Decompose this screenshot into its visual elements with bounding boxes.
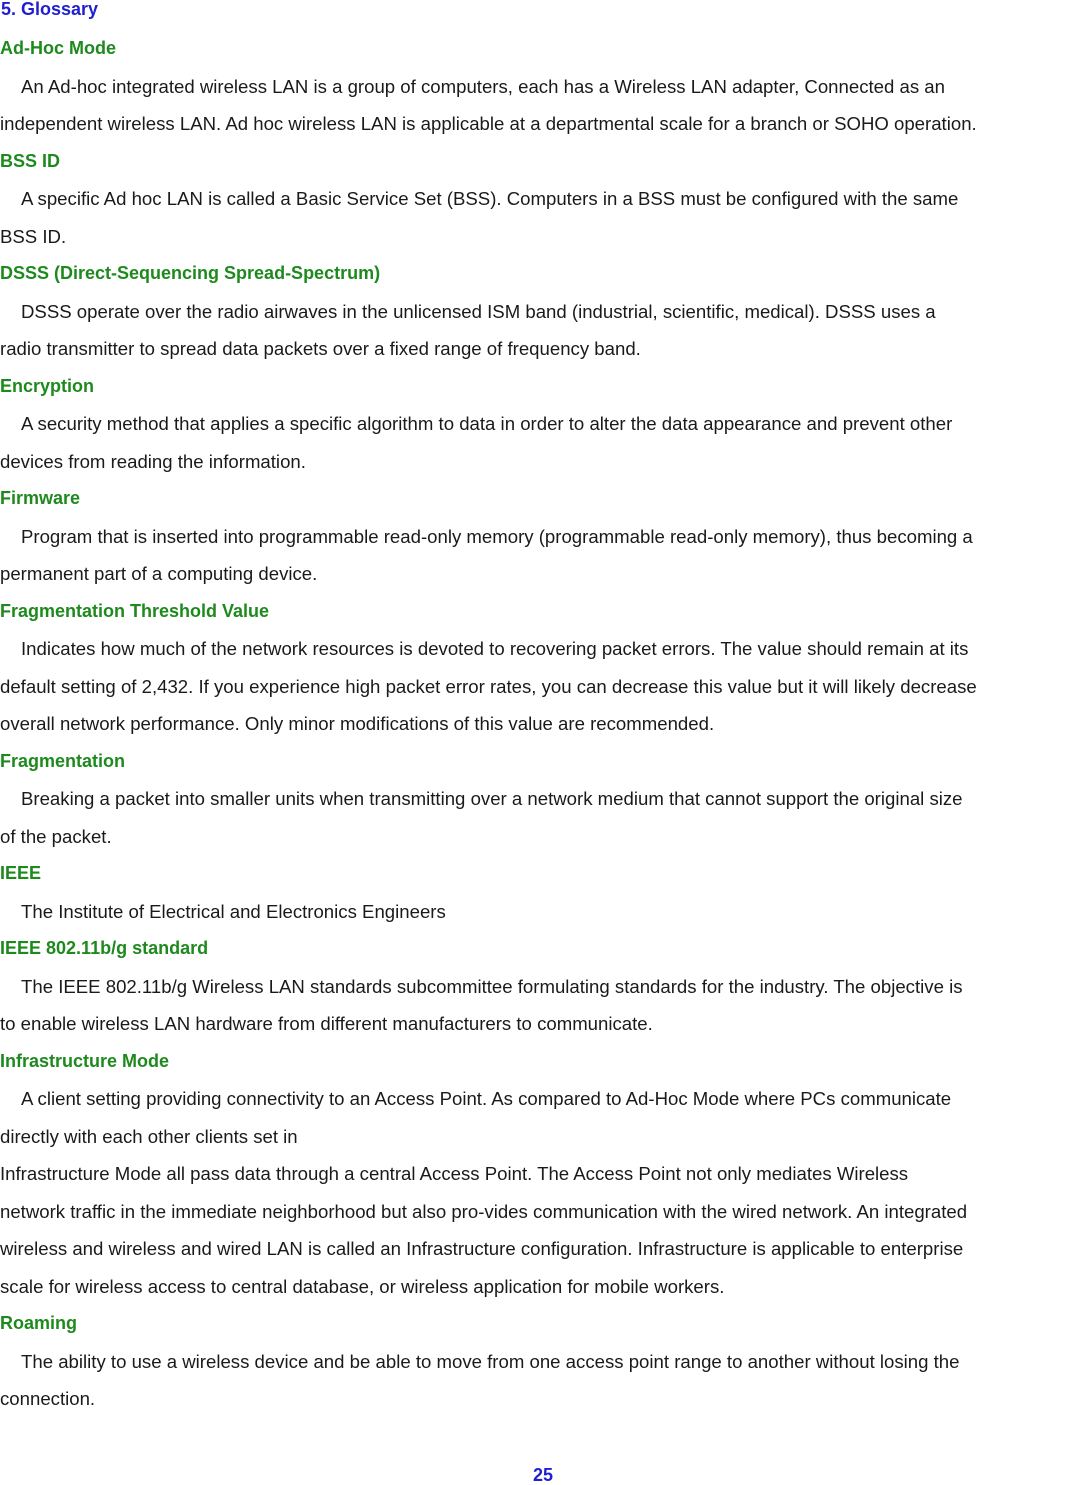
glossary-entry-fragmentation-threshold-value: [0, 593, 1086, 743]
glossary-definition: The ability to use a wireless device and be able to move from one access point range to another without losing the connection.: [0, 1350, 960, 1409]
glossary-term: IEEE: [0, 863, 42, 883]
glossary-entry-encryption: [0, 368, 1086, 481]
glossary-entry-firmware: [0, 480, 1086, 593]
glossary-definition: A client setting providing connectivity to an Access Point. As compared to Ad-Hoc Mode where PCs communicate directly with each other clients set in Infrastructure Mode all pass data through a central Access Point. The Access Point not only mediates Wireless network traffic in the immediate neighborhood but also pro-vides communication with the wired network. An integrated wireless and wireless and wired LAN is called an Infrastructure configuration. Infrastructure is applicable to enterprise scale for wireless access to central database, or wireless application for mobile workers.: [0, 1088, 968, 1297]
glossary-definition: Breaking a packet into smaller units when transmitting over a network medium that cannot support the original size of the packet.: [0, 788, 963, 847]
glossary-entry-ieee-80211bg-standard: [0, 930, 1086, 1043]
glossary-definition: An Ad-hoc integrated wireless LAN is a group of computers, each has a Wireless LAN adapter, Connected as an independent wireless LAN. Ad hoc wireless LAN is applicable at a departmental scale for a branch or SOHO operation.: [0, 75, 977, 134]
glossary-definition: A specific Ad hoc LAN is called a Basic Service Set (BSS). Computers in a BSS must be configured with the same BSS ID.: [0, 188, 959, 247]
glossary-list: [0, 30, 1086, 1418]
glossary-entry-bss-id: [0, 143, 1086, 256]
glossary-term: Fragmentation Threshold Value: [0, 600, 270, 621]
page-number: 25: [532, 1465, 554, 1485]
glossary-term: Roaming: [0, 1313, 78, 1333]
glossary-entry-dsss: [0, 255, 1086, 368]
glossary-definition: A security method that applies a specific algorithm to data in order to alter the data appearance and prevent other devices from reading the information.: [0, 413, 953, 472]
glossary-term: Encryption: [0, 375, 95, 396]
glossary-term: Firmware: [0, 488, 81, 508]
glossary-definition: The IEEE 802.11b/g Wireless LAN standards subcommittee formulating standards for the industry. The objective is to enable wireless LAN hardware from different manufacturers to communicate.: [0, 975, 963, 1034]
glossary-entry-roaming: [0, 1305, 1086, 1418]
glossary-definition: The Institute of Electrical and Electronics Engineers: [21, 900, 446, 922]
glossary-definition: Indicates how much of the network resources is devoted to recovering packet errors. The value should remain at its default setting of 2,432. If you experience high packet error rates, you can decrease this value but it will likely decrease overall network performance. Only minor modifications of this value are recommended.: [0, 638, 977, 734]
glossary-definition: DSSS operate over the radio airwaves in the unlicensed ISM band (industrial, scientific, medical). DSSS uses a radio transmitter to spread data packets over a fixed range of frequency band.: [0, 300, 936, 359]
glossary-term: Ad-Hoc Mode: [0, 38, 116, 58]
glossary-entry-ieee: [0, 855, 1086, 930]
glossary-term: IEEE 802.11b/g standard: [0, 938, 209, 958]
glossary-term: Fragmentation: [0, 750, 126, 771]
section-title: 5. Glossary: [1, 0, 99, 19]
glossary-entry-fragmentation: [0, 743, 1086, 856]
glossary-term: BSS ID: [0, 150, 61, 171]
glossary-definition: Program that is inserted into programmable read-only memory (programmable read-only memory), thus becoming a permanent part of a computing device.: [0, 525, 973, 584]
glossary-entry-infrastructure-mode: [0, 1043, 1086, 1306]
glossary-term: Infrastructure Mode: [0, 1050, 170, 1071]
glossary-entry-ad-hoc-mode: [0, 30, 1086, 143]
glossary-term: DSSS (Direct-Sequencing Spread-Spectrum): [0, 263, 381, 283]
